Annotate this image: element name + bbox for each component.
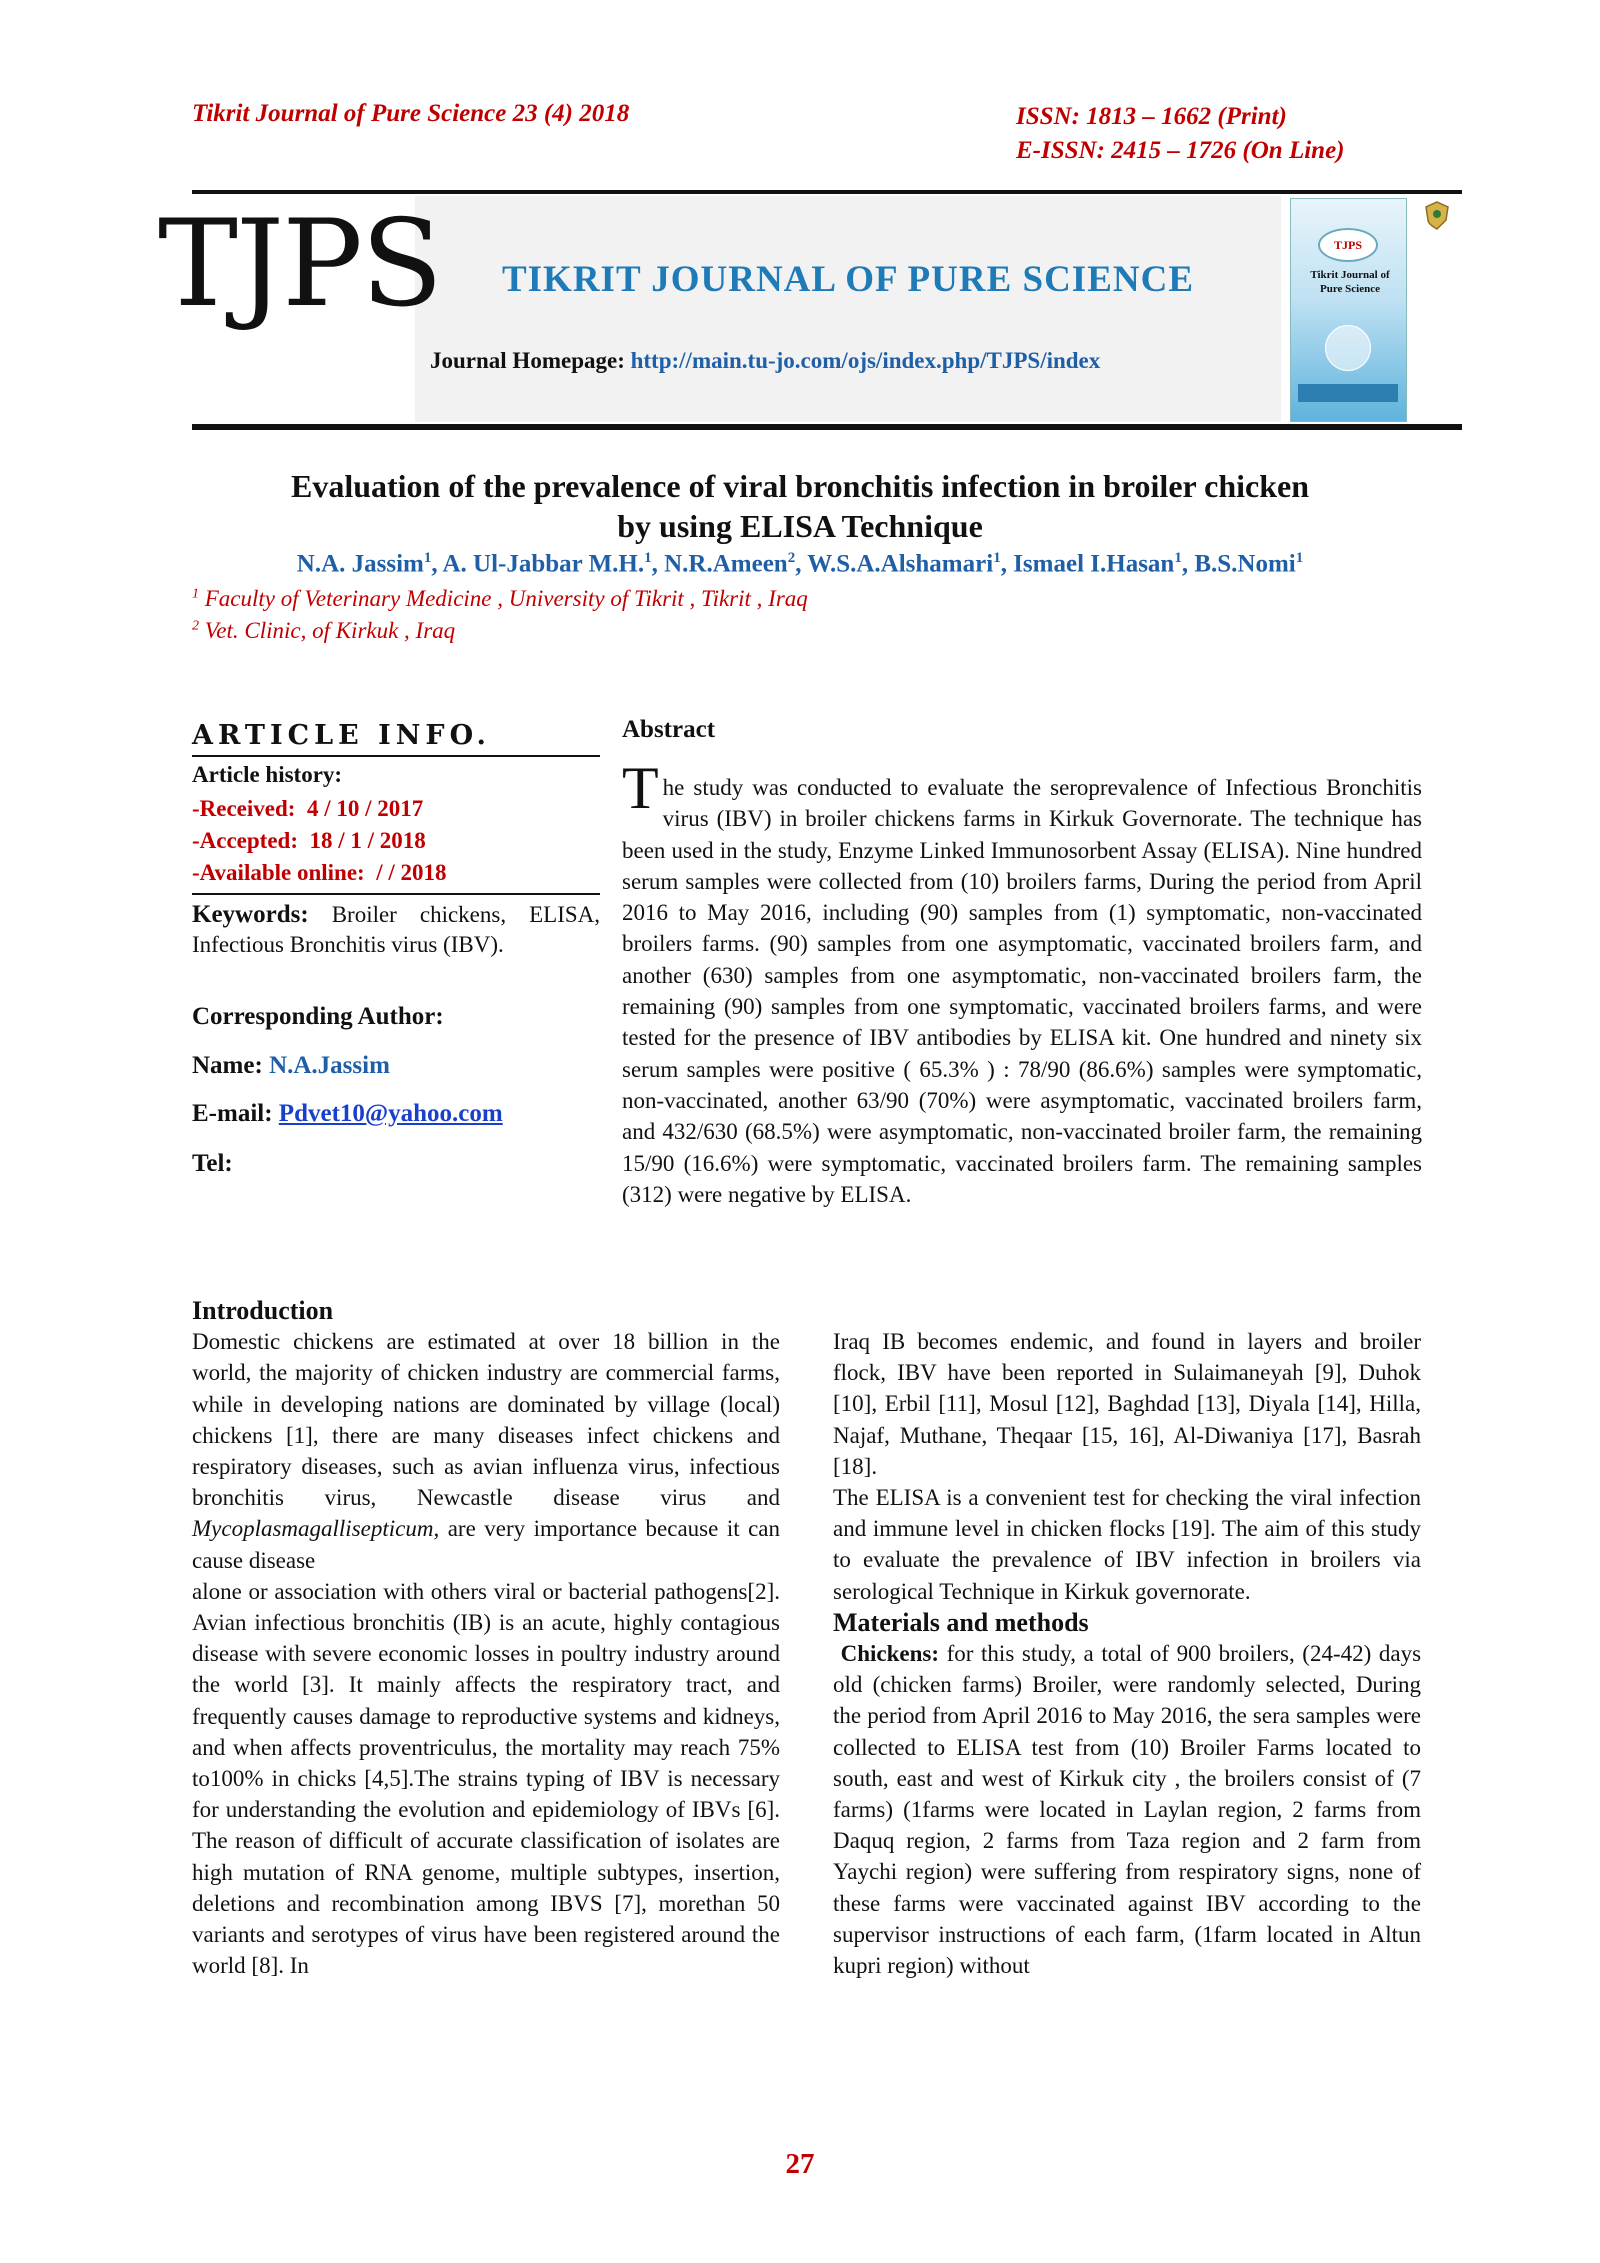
cover-title: Tikrit Journal of Pure Science [1310,269,1390,295]
received-value: 4 / 10 / 2017 [306,796,424,821]
intro-paragraph-1 [192,1326,780,1576]
chickens-label: Chickens: [840,1641,940,1667]
author-sup: 1 [993,550,1001,566]
aff-sup: 2 [192,618,199,634]
crest-icon [1424,200,1450,230]
author-name [192,1052,390,1080]
abstract-body: he study was conducted to evaluate the seroprevalence of Infectious Bronchitis virus (IBV) in broiler chickens farms in Kirkuk Governorate. The technique has been used in the study, Enzyme Linked Immunosorbent Assay (ELISA). Nine hundred serum samples were collected from (10) broilers farms, During the period from April 2016 to May 2016, including (90) samples from (1) symptomatic, non-vaccinated broilers farms. (90) samples from one asymptomatic, vaccinated broilers farm, and another (630) samples from one asymptomatic, non-vaccinated broilers farm, the remaining (90) samples from one symptomatic, vaccinated broilers farms, and were tested for the presence of IBV antibodies by ELISA kit. One hundred and ninety six serum samples were positive ( 65.3% ) : 78/90 (86.6%) samples were symptomatic, non-vaccinated, another 63/90 (70%) were asymptomatic, vaccinated broilers farm, and 432/630 (68.5%) were asymptomatic, non-vaccinated broiler farm, the remaining 15/90 (16.6%) were symptomatic, vaccinated broilers farm. The remaining samples (312) were negative by ELISA. [622,775,1422,1207]
author: W.S.A.Alshamari [807,550,994,578]
article-info-rule [192,893,600,895]
corresponding-author-label: Corresponding Author: [192,1003,444,1030]
title-line-1: Evaluation of the prevalence of viral bronchitis infection in broiler chicken [290,468,1310,504]
author-sup: 1 [1174,550,1182,566]
cover-footer-band [1298,384,1398,402]
journal-issue: Tikrit Journal of Pure Science 23 (4) 2018 [192,100,630,127]
author: N.R.Ameen [664,550,788,578]
accepted-date [192,828,426,854]
author: Ismael I.Hasan [1013,550,1175,578]
author-list: N.A. Jassim$^1$, A. Ul-Jabbar M.H.$^1$, N.R.Ameen$^2$, W.S.A.Alshamari$^1$, Ismael I.Hasan$^1$, B.S.Nomi$^1$ [296,550,1304,578]
right-column [833,1326,1421,1981]
intro-paragraph-3: Iraq IB becomes endemic, and found in layers and broiler flock, IBV have been reported in Sulaimaneyah [9], Duhok [10], Erbil [11], Mosul [12], Baghdad [13], Diyala [14], Hilla, Najaf, Muthane, Theqaar [15, 16], Al-Diwaniya [17], Basrah [18]. [833,1329,1421,1479]
intro-italic-term: Mycoplasmagallisepticum, [192,1516,440,1542]
title-line-2: by using ELISA Technique [617,508,983,544]
aff-text: Vet. Clinic, of Kirkuk , Iraq [204,618,456,643]
author-sup: 2 [787,550,796,566]
email-label: E-mail: [192,1100,273,1127]
name-label: Name: [192,1052,263,1079]
left-column [192,1295,780,1981]
abstract-dropcap: T [622,755,659,821]
methods-paragraph [833,1638,1421,1981]
banner-top-rule [192,190,1462,194]
author-sup: 1 [423,550,432,566]
author: B.S.Nomi [1194,550,1296,578]
abstract-heading: Abstract [622,716,716,743]
online-label: -Available online: [192,860,365,885]
article-info-rule [192,755,600,757]
intro-text: Domestic chickens are estimated at over 18 billion in the world, the majority of chicken industry are commercial farms, while in developing nations are dominated by village (local) chickens [1], there are many diseases infect chickens and respiratory diseases, such as avian influenza virus, infectious bronchitis virus, Newcastle disease virus and [192,1329,780,1511]
aff-sup: 1 [192,586,199,602]
keywords-label: Keywords: [192,901,309,928]
methods-text: for this study, a total of 900 broilers, (24-42) days old (chicken farms) Broiler, were randomly selected, During the period from April 2016 to May 2016, the sera samples were collected to ELISA test from (10) Broiler Farms located to south, east and west of Kirkuk city , the broilers consist of (7 farms) (1farms were located in Laylan region, 2 farms from Daquq region, 2 farms from Taza region and 2 farm from Yaychi region) were suffering from respiratory signs, none of these farms were vaccinated against IBV according to the supervisor instructions of each farm, (1farm located in Altun kupri region) without [833,1641,1422,1979]
abstract-text [622,755,1422,1210]
introduction-heading: Introduction [192,1296,334,1325]
name-value: N.A.Jassim [269,1052,390,1079]
banner-background [415,196,1281,422]
online-value: / / 2018 [376,860,447,885]
received-label: -Received: [192,796,296,821]
keywords [192,900,600,960]
cover-seal-icon [1325,325,1371,371]
accepted-value: 18 / 1 / 2018 [309,828,426,853]
tel-label: Tel: [192,1150,233,1177]
paper-title [150,466,1450,546]
cover-logo: TJPS [1318,228,1378,262]
banner-bottom-rule [192,424,1462,430]
issn-print: ISSN: 1813 – 1662 (Print) [1016,103,1287,130]
page-number: 27 [785,2148,815,2180]
affiliation-1 [192,586,808,612]
affiliation-2 [192,618,455,644]
tjps-logo: TJPS [158,195,442,334]
keywords-text: Broiler chickens, ELISA, Infectious Bronchitis virus (IBV). [192,902,601,957]
intro-text: are very importance because it can cause disease [192,1516,780,1573]
accepted-label: -Accepted: [192,828,299,853]
article-info-heading: ARTICLE INFO. [192,720,491,751]
author-sup: 1 [644,550,652,566]
journal-homepage [430,348,1100,374]
email-link[interactable]: Pdvet10@yahoo.com [278,1100,503,1127]
intro-paragraph-2: alone or association with others viral or bacterial pathogens[2]. Avian infectious bronchitis (IB) is an acute, highly contagious disease with severe economic losses in poultry industry around the world [3]. It mainly affects the respiratory tract, and frequently causes damage to reproductive systems and kidneys, and when affects proventriculus, the mortality may reach 75% to100% in chicks [4,5].The strains typing of IBV is necessary for understanding the evolution and epidemiology of IBVs [6]. The reason of difficult of accurate classification of isolates are high mutation of RNA genome, multiple subtypes, insertion, deletions and recombination among IBVS [7], morethan 50 variants and serotypes of virus have been registered around the world [8]. In [192,1578,780,1979]
journal-title: TIKRIT JOURNAL OF PURE SCIENCE [501,259,1194,300]
article-history-label: Article history: [192,762,343,787]
author: N.A. Jassim [296,550,424,578]
homepage-link[interactable]: http://main.tu-jo.com/ojs/index.php/TJPS/index [630,348,1101,373]
received-date [192,796,423,822]
author: A. Ul-Jabbar M.H. [442,550,645,578]
issn-online: E-ISSN: 2415 – 1726 (On Line) [1016,137,1345,164]
methods-heading: Materials and methods [833,1607,1089,1637]
online-date [192,860,447,886]
homepage-label: Journal Homepage: [430,348,625,373]
author-email [192,1100,503,1128]
aff-text: Faculty of Veterinary Medicine , University of Tikrit , Tikrit , Iraq [204,586,808,611]
issn-block [1016,100,1345,168]
intro-paragraph-4: The ELISA is a convenient test for checking the viral infection and immune level in chicken flocks [19]. The aim of this study to evaluate the prevalence of IBV infection in broilers via serological Technique in Kirkuk governorate. [833,1485,1421,1604]
author-sup: 1 [1295,550,1304,566]
